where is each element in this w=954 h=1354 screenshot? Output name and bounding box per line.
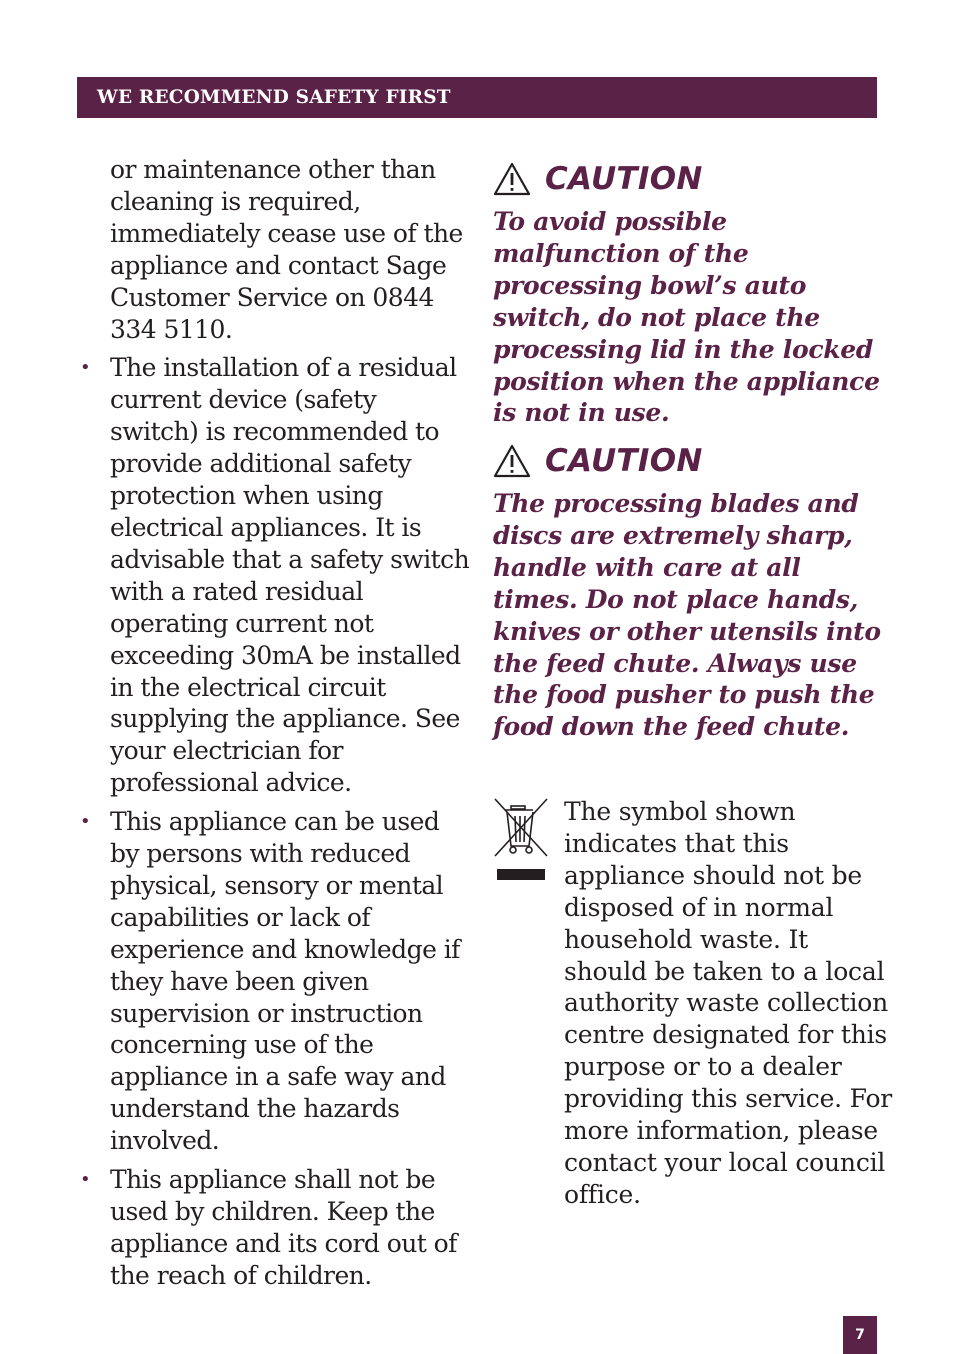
warning-triangle-icon — [493, 161, 531, 197]
caution-heading — [493, 436, 893, 486]
list-item — [80, 806, 470, 1157]
crossed-out-wheelie-bin-icon — [493, 796, 549, 882]
list-item-text: The installation of a residual current device (safety switch) is recommended to provide additional safety protection when using electrical appliances. It is advisable that a safety switch with a rated residual operating current not exceeding 30mA be installed in the electrical circuit supplying the appliance. See your electrician for professional advice. — [110, 353, 470, 798]
left-column — [80, 154, 470, 1292]
caution-title: CAUTION — [545, 161, 703, 197]
safety-bullet-list — [80, 352, 470, 1291]
caution-text: The processing blades and discs are extremely sharp, handle with care at all times. Do not place hands, knives or other utensils into the feed chute. Always use the food pusher to push the food down the feed chute. — [493, 489, 881, 742]
bullet-glyph: • — [80, 1169, 91, 1191]
bullet-glyph: • — [80, 357, 91, 379]
caution-title: CAUTION — [545, 443, 703, 479]
caution-block-2 — [493, 436, 893, 743]
bullet-glyph: • — [80, 811, 91, 833]
caution-text: To avoid possible malfunction of the processing bowl’s auto switch, do not place the processing lid in the locked position when the appliance is not in use. — [493, 207, 880, 428]
section-header: WE RECOMMEND SAFETY FIRST — [77, 77, 877, 118]
page-number: 7 — [843, 1316, 877, 1354]
caution-block-1 — [493, 154, 893, 429]
right-column — [493, 154, 893, 1209]
weee-text: The symbol shown indicates that this appliance should not be disposed of in normal household waste. It should be taken to a local authority waste collection centre designated for this purpose or to a dealer providing this service. For more information, please contact your local council office. — [564, 797, 893, 1209]
list-item — [80, 352, 470, 799]
caution-heading — [493, 154, 893, 204]
warning-triangle-icon — [493, 443, 531, 479]
intro-paragraph: or maintenance other than cleaning is required, immediately cease use of the appliance and contact Sage Customer Service on 0844 334 5110. — [110, 155, 463, 344]
list-item — [80, 1164, 470, 1292]
list-item-text: This appliance shall not be used by children. Keep the appliance and its cord out of the reach of children. — [110, 1165, 457, 1290]
list-item-text: This appliance can be used by persons with reduced physical, sensory or mental capabilities or lack of experience and knowledge if they have been given supervision or instruction concerning use of the appliance in a safe way and understand the hazards involved. — [110, 807, 460, 1156]
